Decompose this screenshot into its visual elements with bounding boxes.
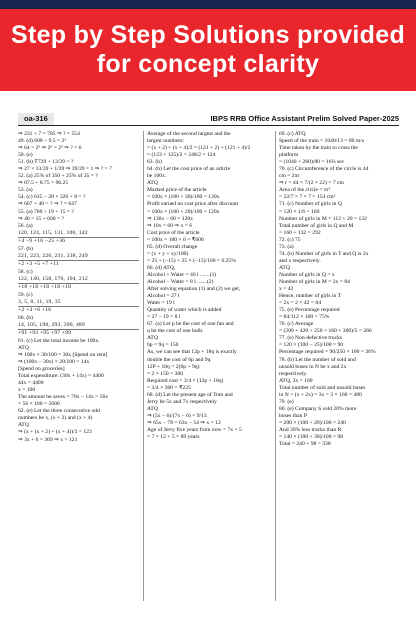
solution-line: respectively.: [279, 370, 308, 377]
solution-line: and x respectively.: [279, 257, 321, 264]
column-3: [275, 131, 399, 601]
solution-line: ⇒ 65x − 78 = 63x − 54 ⇒ x = 12: [147, 419, 221, 426]
solution-line: = (123 + 125)/2 = 248/2 = 124: [147, 152, 216, 159]
solution-line: Percentage required = 90/250 × 100 = 36%: [279, 349, 376, 356]
solution-line: 44x = 4400: [18, 380, 44, 387]
solution-line: 80. (e) Company S sold 20% more: [279, 405, 357, 412]
solution-line: 68. (d) Let the present age of Tom and: [147, 391, 233, 398]
solution-line: 55. (a) 760 ÷ 19 + 15 = ?: [18, 208, 74, 215]
solution-line: ⇒ 10x = 60 ⇒ x = 6: [147, 222, 193, 229]
solution-line: = (1040 + 260)/80 = 16¼ sec: [279, 159, 345, 166]
solution-line: = 7 × 12 + 5 = 89 years: [147, 434, 200, 441]
solution-line: 49. (d) 608 ÷ 9.5 = 2³: [18, 138, 66, 145]
solution-line: 70. (c) Circumference of the circle is 44: [279, 166, 369, 173]
solution-line: = 2 × 150 = 300: [147, 370, 184, 377]
solution-line: = 27 − 19 = 8 l: [147, 314, 181, 321]
solution-line: 58. (c): [18, 268, 33, 275]
solution-line: platform: [279, 152, 299, 159]
solution-line: 12P + 18q = 2(6p + 9q): [147, 363, 200, 370]
solution-line: ⇒ 3x + 6 = 369 ⇒ x = 121: [18, 436, 78, 443]
solution-line: 67. (a) Let p be the cost of one fan and: [147, 321, 234, 328]
solution-line: Total number of sold and unsold buses: [279, 384, 366, 391]
solution-line: 69. (c) ATQ: [279, 131, 306, 137]
solution-line: 72. (c) 75: [279, 236, 301, 243]
promo-banner: [0, 9, 416, 91]
solution-line: Total expenditure: (30x + 14x) = 4400: [18, 373, 104, 380]
solution-line: unsold buses in N be x and 2x: [279, 363, 347, 370]
solution-line: = 120 × (100 − 25)/100 = 90: [279, 342, 344, 349]
series-57: 221, 223, 226, 231, 238, 249: [18, 252, 88, 259]
solution-line: 76. (c) Average: [279, 321, 314, 328]
solution-line: 6p = 9q = 150: [147, 342, 179, 349]
solution-line: = 100x = 100 × 6 = ₹600: [147, 236, 204, 243]
solution-line: 77. (e) Non-defective trucks: [279, 335, 343, 342]
solution-line: ATQ: [147, 405, 158, 412]
solution-line: 65. (d) Overall change: [147, 243, 198, 250]
series-59: 3, 5, 8, 11, 19, 35: [18, 298, 61, 305]
solution-line: cm = 2πr: [279, 173, 300, 180]
solution-line: ATQ: [18, 422, 29, 429]
solution-line: 78. (b) Let the number of sold and: [279, 356, 356, 363]
solution-page: [0, 91, 416, 618]
solution-line: ⇒ r = 44 × 7/(2 × 22) = 7 cm: [279, 180, 344, 187]
solution-line: = 100x × (100 + 30)/100 = 130x: [147, 194, 220, 201]
solution-line: Speed of the train = 1040/13 = 80 m/s: [279, 138, 364, 145]
solution-line: = 3/4 × 300 = ₹225: [147, 384, 191, 391]
series-59-diff: +2 +4 +6 +16: [18, 306, 139, 314]
solution-line: = 140 × (100 + 30)/100 = 98: [279, 434, 344, 441]
solution-line: 75. (e) Percentage required: [279, 307, 340, 314]
solution-line: ⇒ (5x − 6)/(7x − 6) = 9/13: [147, 412, 207, 419]
solution-line: ⇒ 64 = 2³ ⇒ 2⁶ = 2³ ⇒ ? = 6: [18, 145, 82, 152]
solution-line: = 120 × 1/6 = 160: [279, 208, 320, 215]
solution-line: = (x + 2) + (x + 4)/2 = (121 + 2) + (121 + 4)/2: [147, 145, 251, 152]
solution-line: buses than P: [279, 412, 307, 419]
column-2: [143, 131, 272, 601]
solution-line: ATQ: [147, 335, 158, 342]
solution-line: = (200 + 420 + 250 + 160 + 300)/5 = 266: [279, 328, 372, 335]
solution-line: ATQ: [18, 344, 29, 351]
page-content: [18, 113, 399, 603]
series-60-diff: +91 +93 +95 +97 +99: [18, 329, 139, 337]
solution-line: = 56 × 100 = 5600: [18, 401, 60, 408]
solution-line: ⇒ 27 × 13/39 + 1/39 ⇒ 39/39 = 1 ⇒ ? = 7: [18, 166, 112, 173]
solution-line: 56. (a): [18, 222, 33, 229]
solution-line: Required cost = 3/4 × (12p + 18q): [147, 377, 224, 384]
solution-line: Time taken by the train to cross the: [279, 145, 358, 152]
solution-line: Area of the circle = πr²: [279, 187, 331, 194]
solution-line: = 2x = 2 × 42 = 84: [279, 300, 321, 307]
running-head: [18, 113, 399, 126]
solution-line: Alcohol = 27 l: [147, 293, 180, 300]
solution-line: Number of girls in M = 112 + 20 = 132: [279, 215, 367, 222]
column-1: [18, 131, 139, 601]
solution-line: = 22/7 × 7 × 7 = 154 cm²: [279, 194, 336, 201]
solution-line: ⇒ (100x − 30x) × 20/100 = 14x: [18, 358, 90, 365]
solution-line: Number of girls in Q = x: [279, 271, 335, 278]
page-number: oa-316: [18, 113, 54, 125]
solution-line: = 100x × (100 + 20)/100 = 120x: [147, 208, 220, 215]
solution-line: Alcohol + Water = 46 l .......(1): [147, 271, 217, 278]
solution-line: ⇒ 40 = 15 + 600 = ?: [18, 215, 65, 222]
series-56: 120, 124, 115, 131, 106, 142: [18, 229, 88, 236]
solution-line: As, we can see that 12p + 18q is exactly: [147, 349, 237, 356]
series-58-diff: +18 +18 +18 +18 +18: [18, 283, 139, 291]
banner-line-1: Step by Step Solutions provided: [10, 21, 406, 49]
paper-title: IBPS RRB Office Assistant Prelim Solved Paper-2025: [210, 114, 399, 123]
solution-line: After solving equation (1) and (2) we get,: [147, 286, 241, 293]
solution-line: ATQ: [279, 264, 290, 271]
solution-line: Water = 19 l: [147, 300, 175, 307]
series-57-diff: +2 +3 +5 +7 +11: [18, 260, 139, 268]
series-56-diff: +4 −9 +16 −25 +36: [18, 237, 139, 245]
solution-line: x = 42: [279, 286, 294, 293]
solution-line: And 30% less trucks than R: [279, 426, 342, 433]
solution-columns: [18, 131, 399, 601]
solution-line: Number of girls in M = 2x = 84: [279, 278, 350, 285]
solution-line: 73. (a): [279, 243, 294, 250]
solution-line: Jerry be 5x and 7x respectively: [147, 398, 217, 405]
solution-line: ⇒ 607 + 40 = ? ⇒ ? = 647: [18, 201, 77, 208]
solution-line: = (x + y + xy/100): [147, 250, 189, 257]
solution-line: The amount he saves = 70x − 14x = 56x: [18, 394, 109, 401]
solution-line: 60. (b): [18, 314, 33, 321]
series-60: 14, 105, 198, 293, 390, 489: [18, 321, 85, 328]
solution-line: 63. (b): [147, 159, 162, 166]
solution-line: = 160 + 132 = 292: [279, 229, 321, 236]
solution-line: Average of the second largest and the: [147, 131, 231, 137]
solution-line: 71. (c) Number of girls in Q: [279, 201, 342, 208]
solution-line: in N = (x + 2x) = 3x = 3 × 160 = 480: [279, 391, 362, 398]
solution-line: 61. (c) Let the total income be 100x.: [18, 337, 100, 344]
solution-line: ⇒ 231 + 7 = 785 ⇒ ? = 554: [18, 131, 80, 137]
banner-line-2: for concept clarity: [96, 50, 320, 78]
solution-line: 66. (d) ATQ,: [147, 264, 176, 271]
solution-line: Cost price of the article: [147, 229, 200, 236]
series-58: 122, 140, 158, 176, 194, 212: [18, 275, 88, 282]
solution-line: 62. (e) Let the three consecutive odd: [18, 408, 100, 415]
solution-line: largest numbers:: [147, 138, 185, 145]
solution-line: 79. (e): [279, 398, 294, 405]
solution-line: 51. (b) ∛729 + 13/39 = ?: [18, 159, 74, 166]
solution-line: = 25 + (−15) + 25 × (−15)/100 = 6.25%: [147, 257, 236, 264]
solution-line: 50. (e): [18, 152, 33, 159]
solution-line: [Spend on groceries]: [18, 366, 65, 373]
solution-line: = 84/112 × 100 = 75%: [279, 314, 330, 321]
solution-line: numbers be x, (x + 2) and (x + 4): [18, 415, 93, 422]
solution-line: ATQ: [147, 180, 158, 187]
solution-line: ⇒ 100x × 30/100 = 30x [Spend on rent]: [18, 351, 108, 358]
solution-line: Alcohol − Water = 8 l .......(2): [147, 278, 214, 285]
solution-line: 52. (a) 25% of 350 + 25% of 35 = ?: [18, 173, 98, 180]
solution-line: 57. (b): [18, 245, 33, 252]
solution-line: = 200 × (100 + 20)/100 = 240: [279, 419, 346, 426]
solution-line: Total number of girls in Q and M: [279, 222, 354, 229]
solution-line: ⇒ 87.5 + 8.75 = 96.25: [18, 180, 69, 187]
solution-line: ⇒ 130x − 60 = 120x: [147, 215, 193, 222]
solution-line: Marked price of the article: [147, 187, 207, 194]
solution-line: be 100x.: [147, 173, 167, 180]
solution-line: ATQ, 3x = 160: [279, 377, 313, 384]
solution-line: 54. (c) 635 − 28 × 320 + 8 = ?: [18, 194, 86, 201]
solution-line: Age of Jerry five years from now = 7x + 5: [147, 426, 242, 433]
solution-line: 74. (b) Number of girls in T and Q is 2x: [279, 250, 369, 257]
solution-line: 53. (a): [18, 187, 33, 194]
solution-line: Total = 240 + 98 = 338: [279, 441, 331, 448]
solution-line: Hence, number of girls in T: [279, 293, 342, 300]
solution-line: ⇒ (x + (x + 2) + (x + 4))/3 = 123: [18, 429, 92, 436]
solution-line: x = 100: [18, 387, 36, 394]
solution-line: Profit earned on cost price after discount: [147, 201, 239, 208]
top-stripe: [0, 0, 416, 9]
solution-line: 59. (c): [18, 291, 33, 298]
solution-line: 64. (b) Let the cost price of an article: [147, 166, 231, 173]
solution-line: double the cost of 6p and 9q: [147, 356, 211, 363]
solution-line: Quantity of water which is added: [147, 307, 222, 314]
solution-line: q be the cost of one bulb.: [147, 328, 204, 335]
